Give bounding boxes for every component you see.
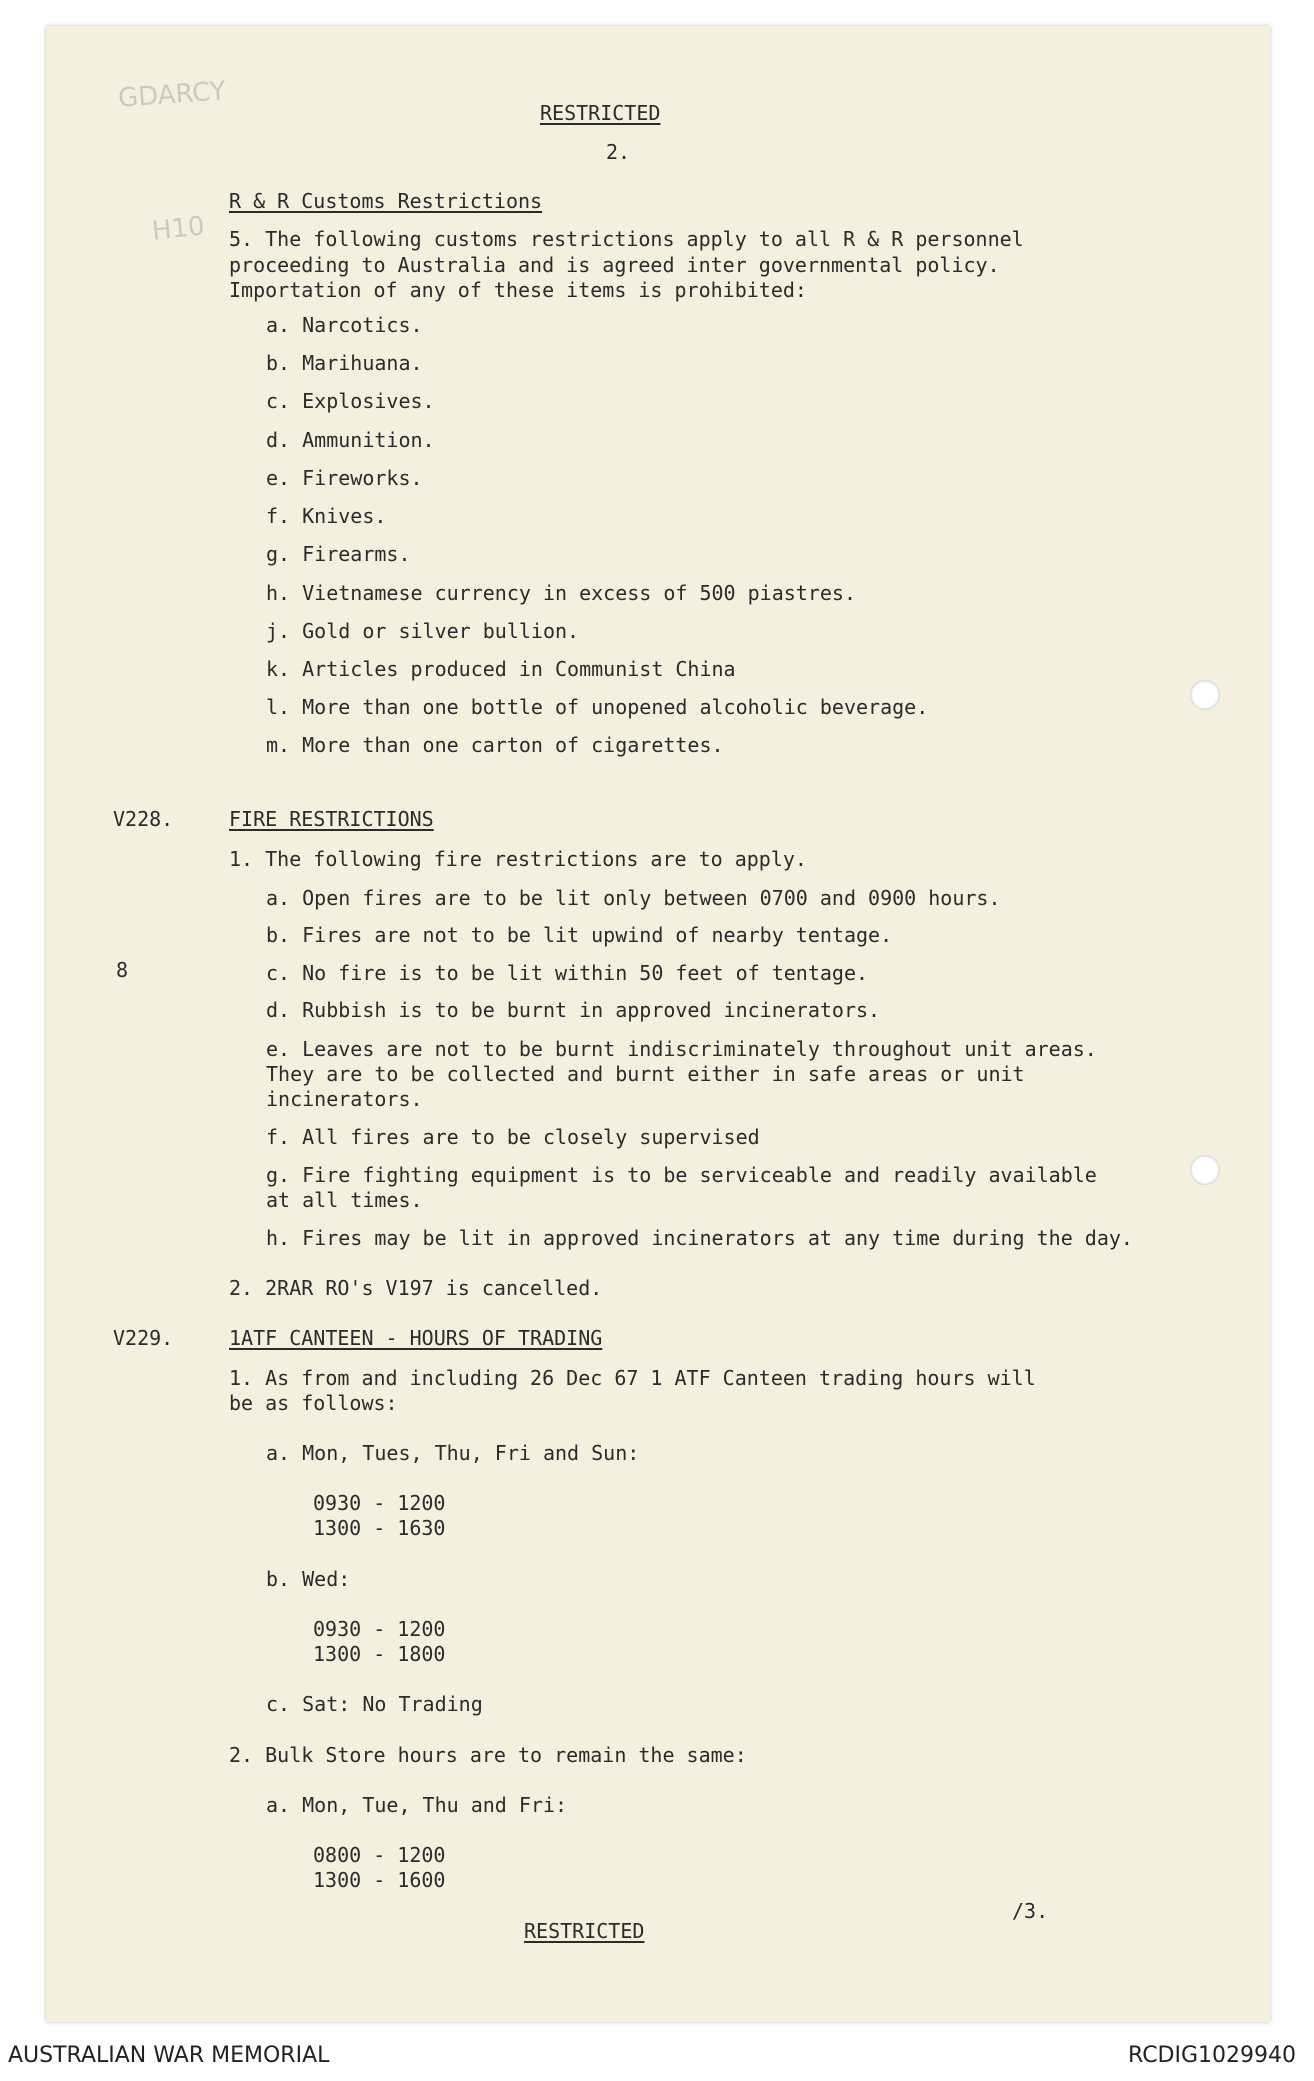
pencil-annotation: H10 bbox=[150, 211, 207, 247]
page-number: 2. bbox=[606, 140, 631, 164]
pencil-annotation: GDARCY bbox=[117, 76, 227, 114]
customs-item: k. Articles produced in Communist China bbox=[266, 657, 736, 681]
canteen-days-c: c. Sat: No Trading bbox=[266, 1692, 483, 1716]
fire-item: g. Fire fighting equipment is to be serviceable and readily available bbox=[266, 1163, 1097, 1187]
fire-item: f. All fires are to be closely supervised bbox=[266, 1125, 760, 1149]
section-title-fire: FIRE RESTRICTIONS bbox=[229, 807, 434, 831]
punch-hole-upper bbox=[1190, 680, 1220, 710]
bulk-store-hours: 1300 - 1600 bbox=[313, 1868, 446, 1892]
classification-footer: RESTRICTED bbox=[524, 1919, 645, 1943]
fire-item: h. Fires may be lit in approved incinerators at any time during the day. bbox=[266, 1226, 1133, 1250]
fire-item: d. Rubbish is to be burnt in approved incinerators. bbox=[266, 998, 881, 1022]
punch-hole-lower bbox=[1190, 1155, 1220, 1185]
canteen-hours: 1300 - 1630 bbox=[313, 1516, 446, 1540]
canteen-days-a: a. Mon, Tues, Thu, Fri and Sun: bbox=[266, 1441, 640, 1465]
fire-item: c. No fire is to be lit within 50 feet of tentage. bbox=[266, 961, 869, 985]
fire-item: at all times. bbox=[266, 1188, 423, 1212]
customs-item: j. Gold or silver bullion. bbox=[266, 619, 580, 643]
canteen-intro-line: 1. As from and including 26 Dec 67 1 ATF Canteen trading hours will bbox=[229, 1366, 1036, 1390]
customs-item: b. Marihuana. bbox=[266, 351, 423, 375]
bulk-store-days-a: a. Mon, Tue, Thu and Fri: bbox=[266, 1793, 568, 1817]
customs-item: g. Firearms. bbox=[266, 542, 411, 566]
customs-intro-line: Importation of any of these items is prohibited: bbox=[229, 278, 807, 302]
canteen-hours: 0930 - 1200 bbox=[313, 1491, 446, 1515]
customs-item: h. Vietnamese currency in excess of 500 piastres. bbox=[266, 581, 857, 605]
fire-item: a. Open fires are to be lit only between 0700 and 0900 hours. bbox=[266, 886, 1001, 910]
canteen-hours: 1300 - 1800 bbox=[313, 1642, 446, 1666]
archive-id: RCDIG1029940 bbox=[1128, 2043, 1297, 2068]
customs-intro-line: proceeding to Australia and is agreed inter governmental policy. bbox=[229, 253, 1000, 277]
customs-item: c. Explosives. bbox=[266, 389, 435, 413]
fire-intro: 1. The following fire restrictions are to apply. bbox=[229, 847, 807, 871]
bulk-store-hours: 0800 - 1200 bbox=[313, 1843, 446, 1867]
classification-header: RESTRICTED bbox=[540, 101, 661, 125]
section-title-customs: R & R Customs Restrictions bbox=[229, 189, 543, 213]
archive-name: AUSTRALIAN WAR MEMORIAL bbox=[8, 2043, 330, 2068]
fire-item: e. Leaves are not to be burnt indiscriminately throughout unit areas. bbox=[266, 1037, 1097, 1061]
order-number-v228: V228. bbox=[113, 807, 174, 831]
canteen-hours: 0930 - 1200 bbox=[313, 1617, 446, 1641]
customs-item: d. Ammunition. bbox=[266, 428, 435, 452]
customs-item: l. More than one bottle of unopened alcoholic beverage. bbox=[266, 695, 929, 719]
customs-item: e. Fireworks. bbox=[266, 466, 423, 490]
document-page bbox=[46, 26, 1270, 2022]
fire-item: They are to be collected and burnt either in safe areas or unit bbox=[266, 1062, 1025, 1086]
canteen-days-b: b. Wed: bbox=[266, 1567, 351, 1591]
section-title-canteen: 1ATF CANTEEN - HOURS OF TRADING bbox=[229, 1326, 603, 1350]
customs-item: a. Narcotics. bbox=[266, 313, 423, 337]
canteen-intro-line: be as follows: bbox=[229, 1391, 398, 1415]
fire-note: 2. 2RAR RO's V197 is cancelled. bbox=[229, 1276, 603, 1300]
fire-item: incinerators. bbox=[266, 1087, 423, 1111]
margin-note: 8 bbox=[116, 958, 129, 982]
customs-item: m. More than one carton of cigarettes. bbox=[266, 733, 724, 757]
customs-intro-line: 5. The following customs restrictions apply to all R & R personnel bbox=[229, 227, 1024, 251]
customs-item: f. Knives. bbox=[266, 504, 387, 528]
next-page-marker: /3. bbox=[1012, 1899, 1049, 1923]
fire-item: b. Fires are not to be lit upwind of nearby tentage. bbox=[266, 923, 893, 947]
order-number-v229: V229. bbox=[113, 1326, 174, 1350]
bulk-store-intro: 2. Bulk Store hours are to remain the same: bbox=[229, 1743, 747, 1767]
